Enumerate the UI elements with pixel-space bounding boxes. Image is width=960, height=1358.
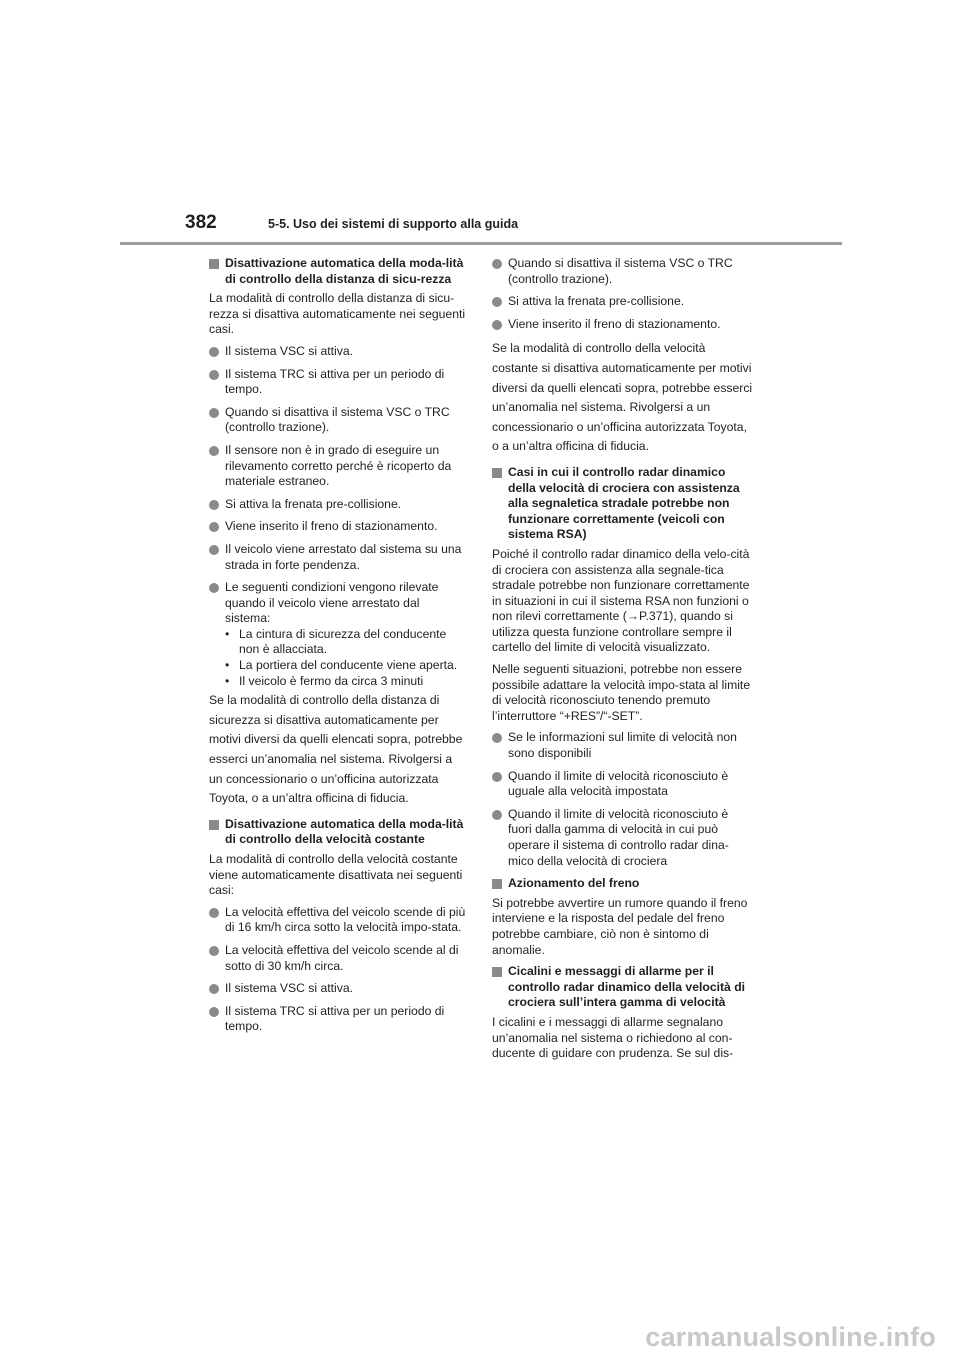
circle-bullet-icon [209, 446, 219, 456]
list-item: Se le informazioni sul limite di velocità non sono disponibili [492, 730, 754, 761]
page-number: 382 [185, 212, 217, 233]
paragraph: Nelle seguenti situazioni, potrebbe non essere possibile adattare la velocità impo-stata al limite di velocità riconosciuto tenendo premuto l’interruttore “+RES”/“-SET”. [492, 662, 751, 723]
circle-bullet-icon [492, 810, 502, 820]
circle-bullet-icon [209, 908, 219, 918]
list-item: La velocità effettiva del veicolo scende di più di 16 km/h circa sotto la velocità impo-stata. [209, 905, 467, 936]
square-bullet-icon [492, 967, 502, 977]
watermark-text: carmanualsonline.info [645, 1322, 936, 1352]
list-item: Il sensore non è in grado di eseguire un rilevamento corretto perché è ricoperto da materiale estraneo. [209, 443, 467, 490]
list-item: La velocità effettiva del veicolo scende al di sotto di 30 km/h circa. [209, 943, 467, 974]
circle-bullet-icon [492, 259, 502, 269]
section-title: 5-5. Uso dei sistemi di supporto alla guida [268, 217, 519, 231]
list-item: Le seguenti condizioni vengono rilevate quando il veicolo viene arrestato dal sistema: • La cintura di sicurezza del conducente non è allacciata. • La portiera del conducente viene aperta. • Il veicolo è fermo da circa 3 minuti [209, 580, 467, 689]
section-heading: Disattivazione automatica della moda-lità di controllo della velocità costante [209, 817, 467, 848]
list-item: Il veicolo viene arrestato dal sistema su una strada in forte pendenza. [209, 542, 467, 573]
circle-bullet-icon [209, 500, 219, 510]
paragraph: La modalità di controllo della distanza di sicu-rezza si disattiva automaticamente nei seguenti casi. [209, 291, 466, 337]
list-item: Viene inserito il freno di stazionamento. [492, 317, 754, 333]
page-header [120, 212, 842, 248]
paragraph: Si potrebbe avvertire un rumore quando il freno interviene e la risposta del pedale del freno potrebbe cambiare, ciò non è sintomo di anomalie. [492, 895, 748, 957]
square-bullet-icon [209, 259, 219, 269]
square-bullet-icon [492, 468, 502, 478]
circle-bullet-icon [209, 347, 219, 357]
list-item: Il sistema VSC si attiva. [209, 981, 467, 997]
circle-bullet-icon [492, 733, 502, 743]
header-rule [120, 242, 842, 245]
list-item: Il sistema VSC si attiva. [209, 344, 467, 360]
watermark [0, 1322, 960, 1353]
circle-bullet-icon [209, 946, 219, 956]
sub-list-item: • La portiera del conducente viene aperta. [225, 658, 458, 673]
circle-bullet-icon [209, 583, 219, 593]
paragraph: Se la modalità di controllo della velocità costante si disattiva automaticamente per motivi diversi da quelli elencati sopra, potrebbe esserci un’anomalia nel sistema. Rivolgersi a un concessionario o un’officina autorizzata Toyota, o a un’altra officina di fiducia. [492, 341, 753, 454]
list-item: Il sistema TRC si attiva per un periodo di tempo. [209, 1004, 467, 1035]
list-item: Quando il limite di velocità riconosciuto è uguale alla velocità impostata [492, 769, 754, 800]
sub-list-item: • Il veicolo è fermo da circa 3 minuti [225, 673, 424, 688]
circle-bullet-icon [209, 545, 219, 555]
paragraph: Se la modalità di controllo della distanza di sicurezza si disattiva automaticamente per motivi diversi da quelli elencati sopra, potrebbe esserci un’anomalia nel sistema. Rivolgersi a un concessionario o un’officina autorizzata Toyota, o a un’altra officina di fiducia. [209, 693, 463, 806]
list-item: Quando si disattiva il sistema VSC o TRC (controllo trazione). [209, 405, 467, 436]
square-bullet-icon [492, 879, 502, 889]
circle-bullet-icon [209, 370, 219, 380]
square-bullet-icon [209, 820, 219, 830]
section-heading: Casi in cui il controllo radar dinamico della velocità di crociera con assistenza alla segnaletica stradale potrebbe non funzionare correttamente (veicoli con sistema RSA) [492, 465, 754, 543]
section-heading: Cicalini e messaggi di allarme per il controllo radar dinamico della velocità di crociera sull’intera gamma di velocità [492, 964, 754, 1011]
circle-bullet-icon [492, 320, 502, 330]
list-item: Quando il limite di velocità riconosciuto è fuori dalla gamma di velocità in cui può operare il sistema di controllo radar dina-mico della velocità di crociera [492, 807, 754, 869]
right-column [492, 256, 754, 1068]
paragraph: I cicalini e i messaggi di allarme segnalano un’anomalia nel sistema o richiedono al con-ducente di guidare con prudenza. Se sul dis- [492, 1014, 734, 1061]
list-item: Il sistema TRC si attiva per un periodo di tempo. [209, 367, 467, 398]
left-column [209, 256, 467, 1042]
list-item: Viene inserito il freno di stazionamento. [209, 519, 467, 535]
circle-bullet-icon [492, 772, 502, 782]
circle-bullet-icon [209, 408, 219, 418]
circle-bullet-icon [492, 297, 502, 307]
circle-bullet-icon [209, 1007, 219, 1017]
section-heading: Azionamento del freno [492, 876, 754, 892]
section-heading: Disattivazione automatica della moda-lità di controllo della distanza di sicu-rezza [209, 256, 467, 287]
circle-bullet-icon [209, 984, 219, 994]
circle-bullet-icon [209, 522, 219, 532]
list-item: Quando si disattiva il sistema VSC o TRC (controllo trazione). [492, 256, 754, 287]
sub-list-item: • La cintura di sicurezza del conducente non è allacciata. [225, 626, 447, 657]
paragraph: Poiché il controllo radar dinamico della velo-cità di crociera con assistenza alla segnale-tica stradale potrebbe non funzionare correttamente in situazioni in cui il sistema RSA non funzioni o non rilevi correttamente (→P.371), quando si utilizza questa funzione controllare sempre il cartello del limite di velocità visualizzato. [492, 546, 750, 655]
list-item: Si attiva la frenata pre-collisione. [209, 497, 467, 513]
paragraph: La modalità di controllo della velocità costante viene automaticamente disattivata nei seguenti casi: [209, 852, 463, 898]
list-item: Si attiva la frenata pre-collisione. [492, 294, 754, 310]
